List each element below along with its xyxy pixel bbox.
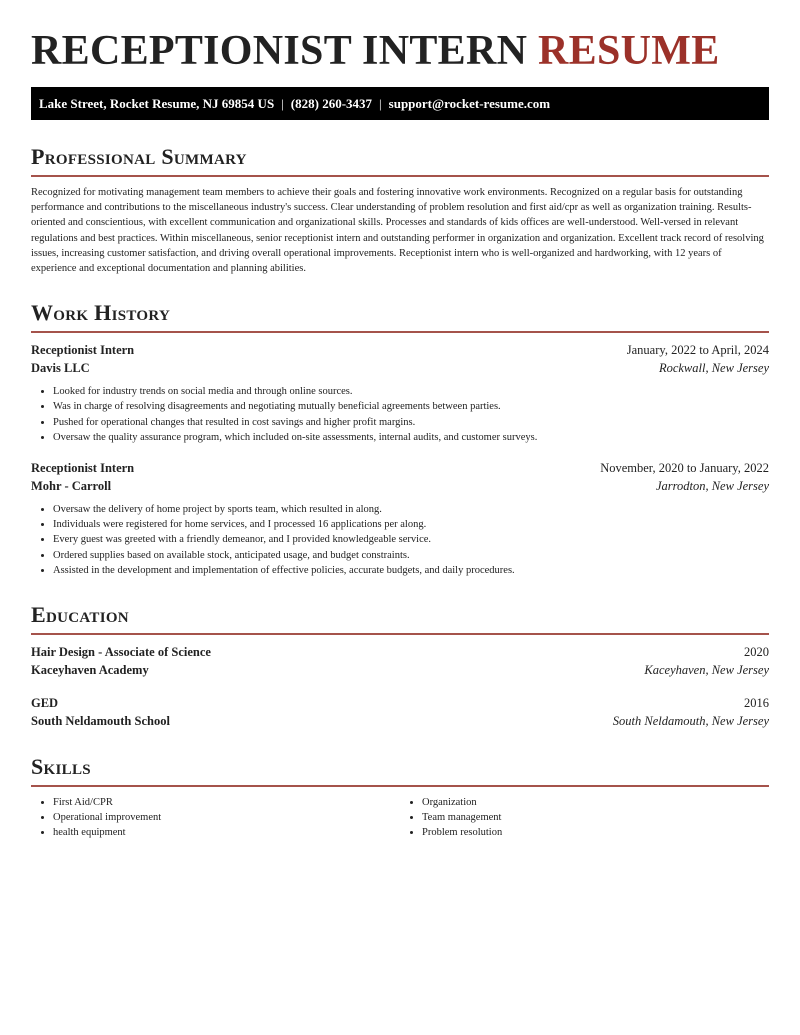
contact-email[interactable]: support@rocket-resume.com <box>388 96 551 111</box>
education-entry <box>31 643 769 679</box>
skills-column-right <box>400 795 769 841</box>
job-location: Rockwall, New Jersey <box>658 361 769 376</box>
education-degree: GED <box>31 696 59 711</box>
job-company: Davis LLC <box>31 361 90 376</box>
job-bullet: • Assisted in the development and implementation of effective policies, accurate budgets, and daily procedures. <box>53 563 769 578</box>
skill-item: • Operational improvement <box>53 810 400 825</box>
skill-item: • First Aid/CPR <box>53 795 400 810</box>
job-bullet: • Individuals were registered for home services, and I processed 16 applications per along. <box>53 517 769 532</box>
job-bullet: • Ordered supplies based on available stock, anticipated usage, and budget constraints. <box>53 548 769 563</box>
education-school: South Neldamouth School <box>31 714 170 729</box>
contact-separator: | <box>281 96 284 111</box>
skill-item: • health equipment <box>53 825 400 840</box>
skill-item: • Team management <box>422 810 769 825</box>
education-year: 2016 <box>744 696 769 711</box>
title-accent: RESUME <box>538 28 720 74</box>
summary-heading: Professional Summary <box>31 144 769 177</box>
job-title: Receptionist Intern <box>31 343 135 358</box>
job-bullet: • Looked for industry trends on social media and through online sources. <box>53 384 769 399</box>
work-history-heading: Work History <box>31 300 769 333</box>
job-bullet: • Oversaw the delivery of home project by sports team, which resulted in along. <box>53 502 769 517</box>
education-degree: Hair Design - Associate of Science <box>31 645 211 660</box>
job-bullets <box>31 502 769 578</box>
education-entry <box>31 694 769 730</box>
job-bullet: • Oversaw the quality assurance program, which included on-site assessments, internal audits, and customer surveys. <box>53 430 769 445</box>
title-main: RECEPTIONIST INTERN <box>31 28 528 74</box>
resume-title <box>31 0 769 72</box>
education-year: 2020 <box>744 645 769 660</box>
contact-phone: (828) 260-3437 <box>290 96 373 111</box>
job-title: Receptionist Intern <box>31 461 135 476</box>
skills-heading: Skills <box>31 754 769 787</box>
job-location: Jarrodton, New Jersey <box>655 479 769 494</box>
skills-list <box>31 795 769 841</box>
education-heading: Education <box>31 602 769 635</box>
summary-text: Recognized for motivating management team members to achieve their goals and fostering innovative work environments. Recognized on a regular basis for outstanding performance and contributions to the miscellaneous industry's success. Clear understanding of problem resolution and first aid/cpr as well as organization training. Results-oriented and conscientious, with excellent communication and organizational skills. Processes and standards of kids offices are well-understood. Well-versed in relevant regulations and best practices. Within miscellaneous, senior receptionist intern and outstanding performer in organization and organization. Excellent track record of resolving issues, increasing customer satisfaction, and driving overall operational improvements. Receptionist intern who is well-organized and hardworking, with 12 years of experience and exceptional documentation and planning abilities. <box>31 187 764 275</box>
job-entry <box>31 459 769 578</box>
job-bullet: • Pushed for operational changes that resulted in cost savings and higher profit margins. <box>53 415 769 430</box>
job-bullet: • Every guest was greeted with a friendly demeanor, and I provided knowledgeable service. <box>53 532 769 547</box>
contact-separator: | <box>379 96 382 111</box>
job-bullet: • Was in charge of resolving disagreements and negotiating mutually beneficial agreements between parties. <box>53 399 769 414</box>
contact-address: Lake Street, Rocket Resume, NJ 69854 US <box>39 96 275 111</box>
contact-bar <box>31 87 769 120</box>
education-location: Kaceyhaven, New Jersey <box>644 663 769 678</box>
skill-item: • Organization <box>422 795 769 810</box>
job-bullets <box>31 384 769 445</box>
skills-column-left <box>31 795 400 841</box>
job-dates: November, 2020 to January, 2022 <box>600 461 769 476</box>
education-location: South Neldamouth, New Jersey <box>612 714 769 729</box>
job-dates: January, 2022 to April, 2024 <box>626 343 769 358</box>
job-company: Mohr - Carroll <box>31 479 112 494</box>
job-entry <box>31 341 769 445</box>
education-school: Kaceyhaven Academy <box>31 663 149 678</box>
skill-item: • Problem resolution <box>422 825 769 840</box>
